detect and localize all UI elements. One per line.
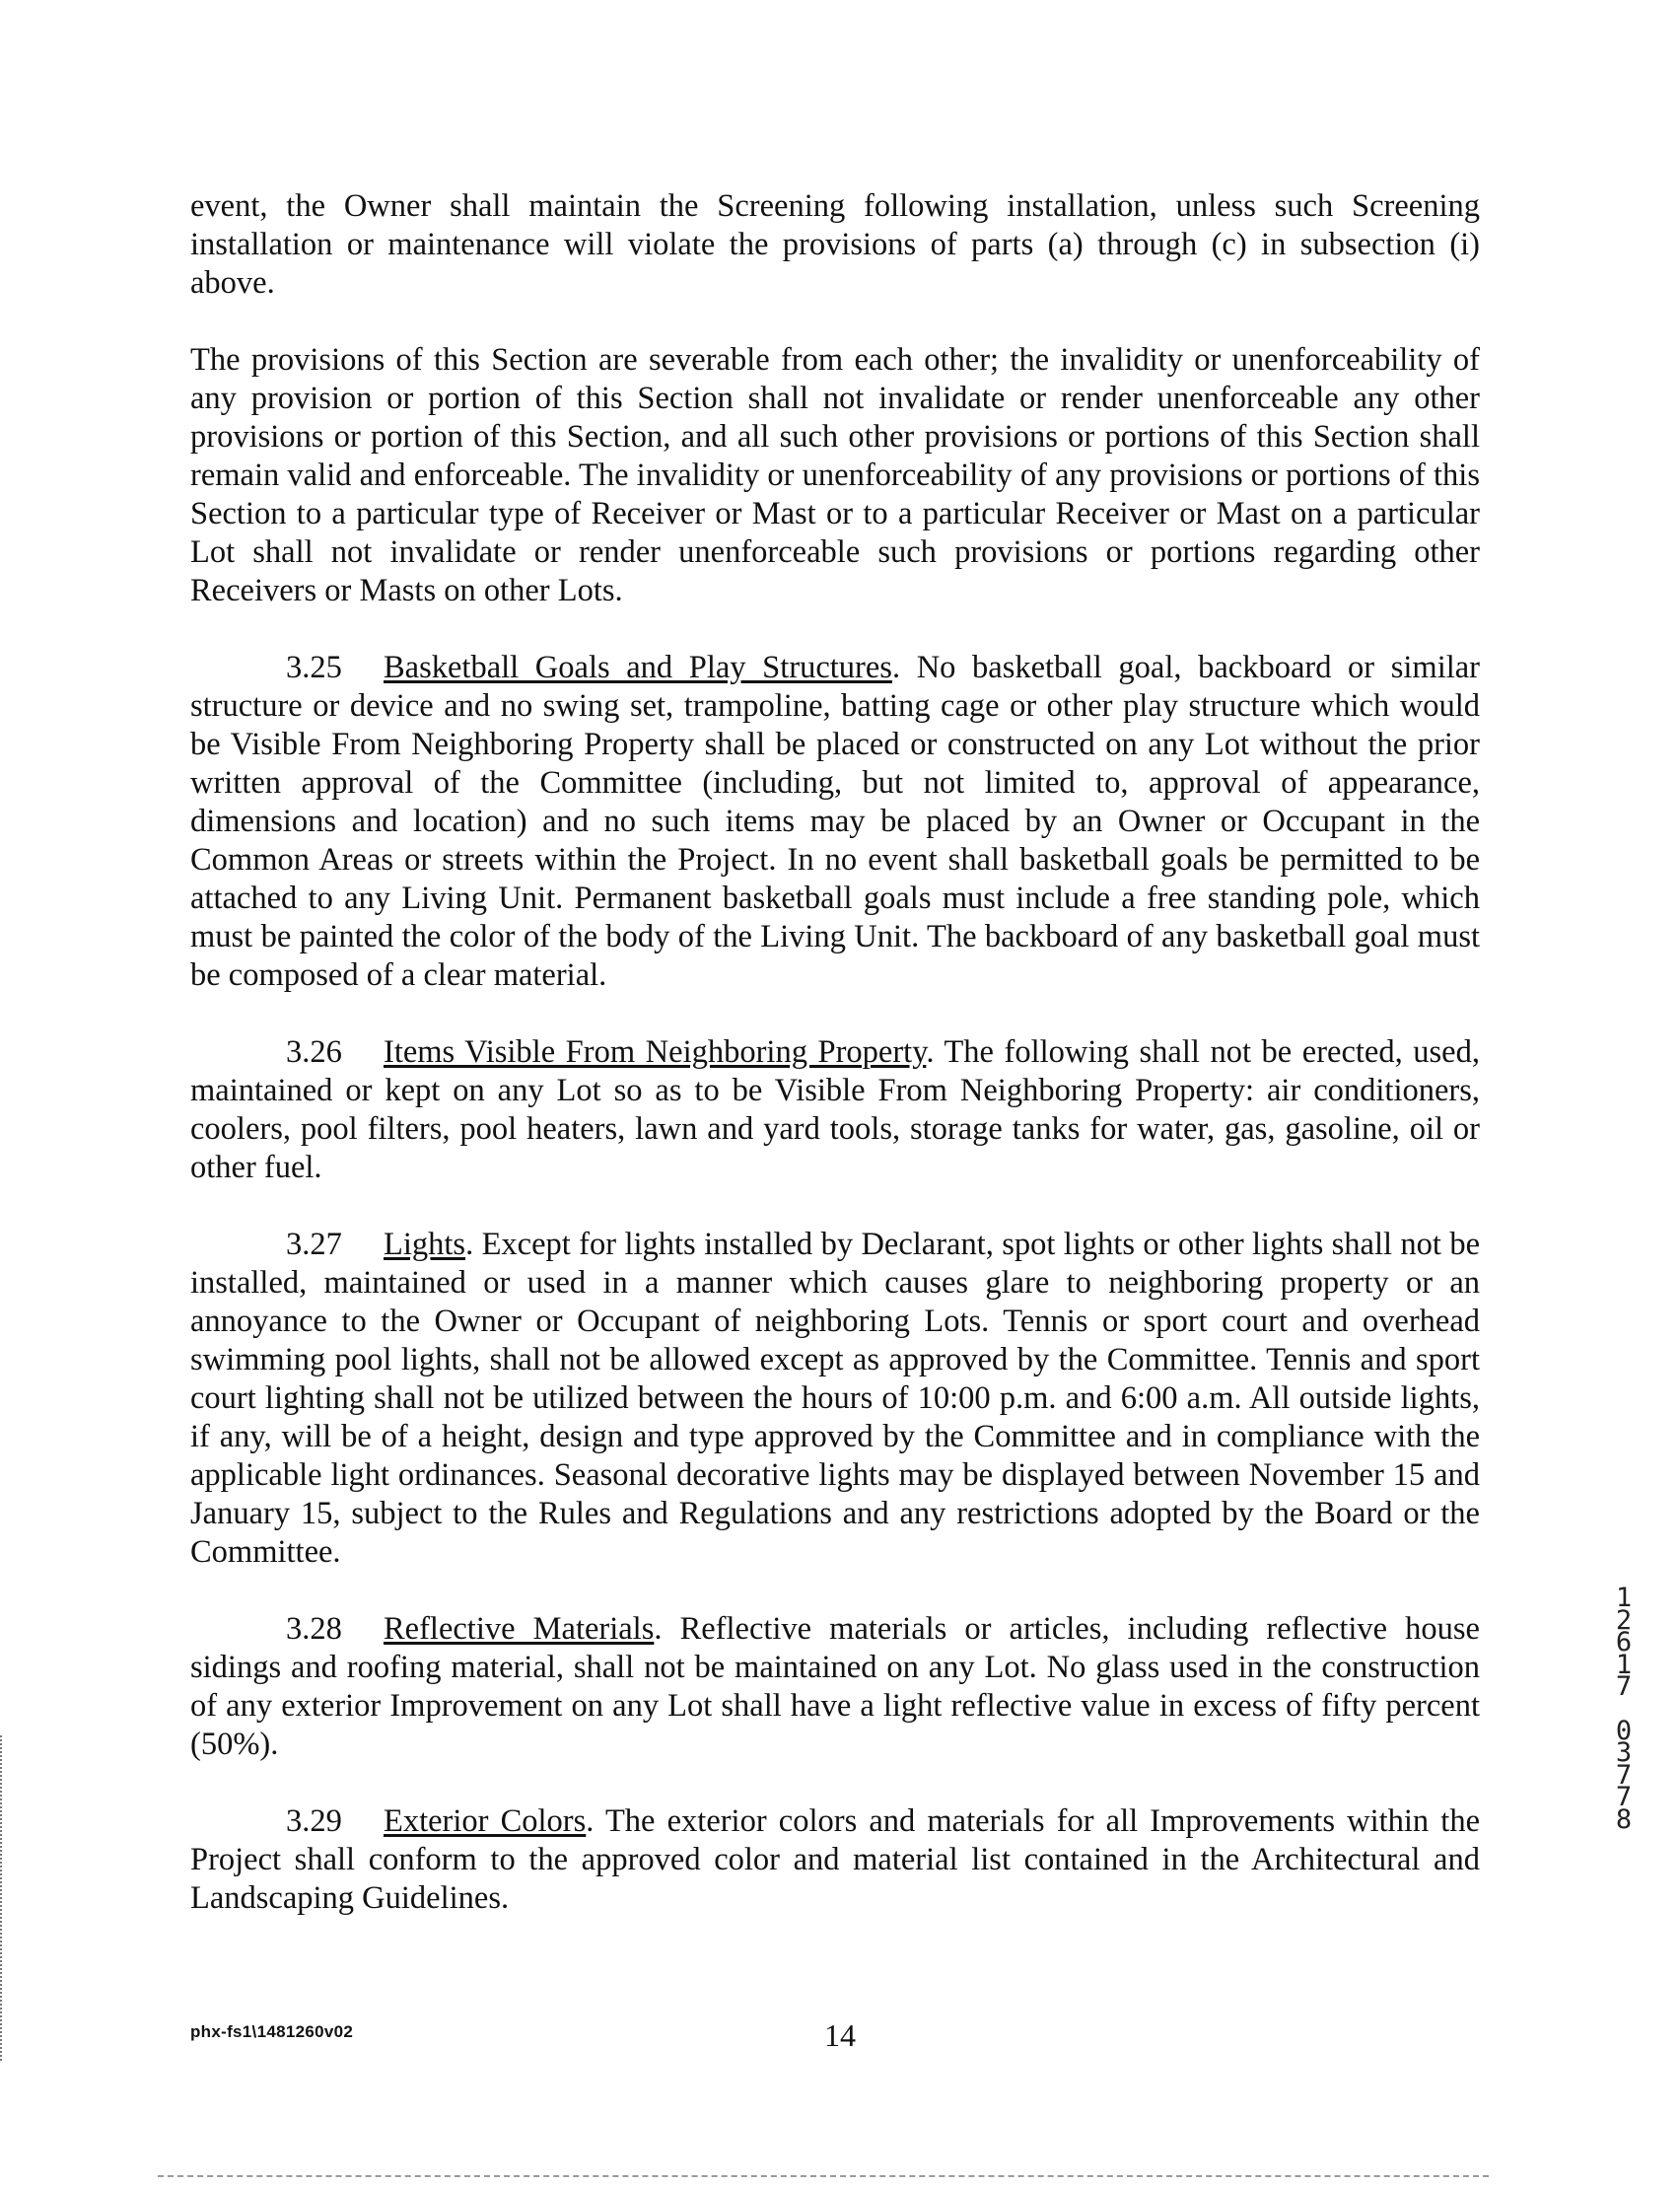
section-title: Exterior Colors bbox=[384, 1803, 587, 1839]
recording-number-stamp bbox=[1607, 1583, 1641, 1835]
section-number: 3.28 bbox=[286, 1611, 342, 1647]
section-number: 3.29 bbox=[286, 1803, 342, 1839]
document-body bbox=[190, 187, 1480, 1956]
stamp-digit: 7 bbox=[1615, 1671, 1633, 1702]
stamp-digit: 7 bbox=[1615, 1759, 1633, 1791]
section-text: . No basketball goal, backboard or similar structure or device and no swing set, trampoline, batting cage or other play structure which would be Visible From Neighboring Property shall be placed or constructed on any Lot without the prior written approval of the Committee (including, but not limited to, approval of appearance, dimensions and location) and no such items may be placed by an Owner or Occupant in the Common Areas or streets within the Project. In no event shall basketball goals be permitted to be attached to any Living Unit. Permanent basketball goals must include a free standing pole, which must be painted the color of the body of the Living Unit. The backboard of any basketball goal must be composed of a clear material. bbox=[190, 650, 1480, 993]
section-number: 3.26 bbox=[286, 1034, 342, 1070]
stamp-digit: 2 bbox=[1615, 1604, 1633, 1636]
stamp-digit: 3 bbox=[1615, 1737, 1633, 1768]
stamp-digit: 8 bbox=[1615, 1803, 1633, 1835]
section-text: . Except for lights installed by Declarant, spot lights or other lights shall not be installed, maintained or used in a manner which causes glare to neighboring property or an annoyance to the Owner or Occupant of neighboring Lots. Tennis or sport court and overhead swimming pool lights, shall not be allowed except as approved by the Committee. Tennis and sport court lighting shall not be utilized between the hours of 10:00 p.m. and 6:00 a.m. All outside lights, if any, will be of a height, design and type approved by the Committee and in compliance with the applicable light ordinances. Seasonal decorative lights may be displayed between November 15 and January 15, subject to the Rules and Regulations and any restrictions adopted by the Board or the Committee. bbox=[190, 1227, 1480, 1570]
stamp-digit: 1 bbox=[1615, 1583, 1633, 1613]
section-3-29 bbox=[190, 1802, 1480, 1918]
section-title: Lights bbox=[384, 1227, 466, 1262]
stamp-digit: 7 bbox=[1615, 1782, 1633, 1812]
footer-document-id: phx-fs1\1481260v02 bbox=[190, 2022, 354, 2041]
section-3-27 bbox=[190, 1226, 1480, 1572]
scan-edge-mark bbox=[158, 2175, 1489, 2177]
section-text: . Reflective materials or articles, including reflective house sidings and roofing material, shall not be maintained on any Lot. No glass used in the construction of any exterior Improvement on any Lot shall have a light reflective value in excess of fifty percent (50%). bbox=[190, 1611, 1480, 1762]
stamp-digit: 6 bbox=[1615, 1627, 1633, 1658]
stamp-digit: 1 bbox=[1615, 1649, 1633, 1680]
stamp-digit: 0 bbox=[1615, 1715, 1633, 1746]
scan-edge-mark bbox=[0, 1735, 4, 2061]
section-number: 3.27 bbox=[286, 1227, 342, 1262]
section-text: . The exterior colors and materials for all Improvements within the Project shall conform to the approved color and material list contained in the Architectural and Landscaping Guidelines. bbox=[190, 1803, 1480, 1916]
section-3-25 bbox=[190, 649, 1480, 995]
section-3-28 bbox=[190, 1610, 1480, 1764]
section-title: Items Visible From Neighboring Property bbox=[384, 1034, 927, 1070]
section-number: 3.25 bbox=[286, 650, 342, 685]
paragraph-severability: The provisions of this Section are severable from each other; the invalidity or unenforceability of any provision or portion of this Section shall not invalidate or render unenforceable any other provisions or portion of this Section, and all such other provisions or portions of this Section shall remain valid and enforceable. The invalidity or unenforceability of any provisions or portions of this Section to a particular type of Receiver or Mast or to a particular Receiver or Mast on a particular Lot shall not invalidate or render unenforceable such provisions or portions regarding other Receivers or Masts on other Lots. bbox=[190, 342, 1480, 608]
section-title: Reflective Materials bbox=[384, 1611, 655, 1647]
paragraph-screening-continuation: event, the Owner shall maintain the Screening following installation, unless such Screening installation or maintenance will violate the provisions of parts (a) through (c) in subsection (i) above. bbox=[190, 188, 1480, 301]
section-text: . The following shall not be erected, used, maintained or kept on any Lot so as to be Visible From Neighboring Property: air conditioners, coolers, pool filters, pool heaters, lawn and yard tools, storage tanks for water, gas, gasoline, oil or other fuel. bbox=[190, 1034, 1480, 1185]
page-number: 14 bbox=[824, 2017, 856, 2053]
section-3-26 bbox=[190, 1033, 1480, 1187]
section-title: Basketball Goals and Play Structures bbox=[384, 650, 892, 685]
